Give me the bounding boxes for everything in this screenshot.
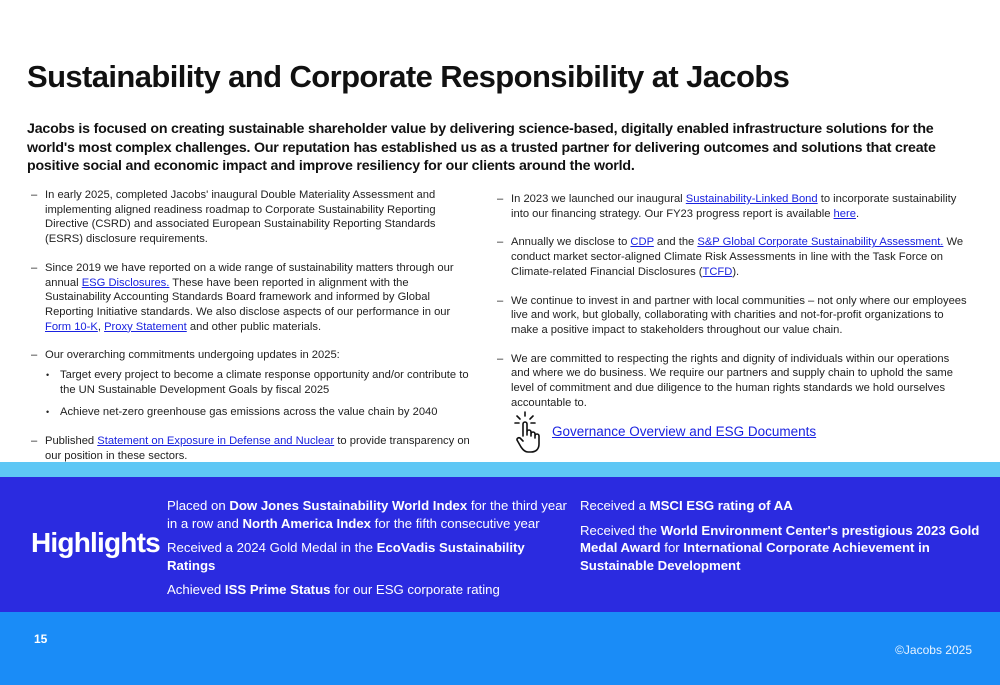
sub-list-item: [45, 368, 471, 397]
left-column: [31, 188, 471, 478]
page-number: 15: [34, 632, 48, 646]
item-text: Our overarching commitments undergoing updates in 2025:: [45, 349, 340, 362]
list-item: [31, 434, 471, 463]
highlights-left-column: [167, 497, 567, 606]
highlight-emphasis: World Environment Center's prestigious 2023 Gold Medal Award: [580, 522, 980, 555]
item-text: ,: [97, 320, 105, 333]
defense-nuclear-statement-link[interactable]: Statement on Exposure in Defense and Nuclear: [97, 435, 335, 448]
highlights-right-column: [580, 497, 980, 581]
tcfd-link[interactable]: TCFD: [702, 265, 733, 278]
highlight-text: for the fifth consecutive year: [371, 515, 540, 531]
highlight-text: Received the: [580, 522, 661, 538]
highlight-item: [167, 581, 567, 599]
highlight-text: Received a: [580, 498, 650, 513]
footer: [0, 612, 1000, 685]
copyright: ©Jacobs 2025: [895, 643, 972, 657]
dash-bullet: –: [31, 189, 38, 201]
list-item: [497, 235, 967, 279]
accent-strip: [0, 462, 1000, 477]
cdp-link[interactable]: CDP: [630, 236, 654, 249]
governance-link-block[interactable]: [512, 410, 932, 454]
form-10k-link[interactable]: Form 10-K: [45, 320, 98, 333]
highlight-text: Placed on: [167, 498, 230, 513]
dash-bullet: –: [31, 261, 38, 274]
list-item: [497, 192, 967, 221]
highlight-text: Received a 2024 Gold Medal in the: [167, 540, 377, 555]
list-item: [497, 294, 967, 338]
highlights-band: [0, 477, 1000, 612]
highlight-text: Achieved: [167, 582, 225, 597]
item-text: These have been reported in alignment with the Sustainability Accounting Standards Board framework and informed by Global Reporting Initiative standards. We also disclose aspects of our performance in our: [45, 276, 451, 318]
dash-bullet: –: [31, 349, 38, 362]
item-text: We conduct market sector-aligned Climate Risk Assessments in line with the Task Force on Climate-related Financial Disclosures (: [511, 236, 964, 278]
right-column: [497, 192, 967, 424]
highlights-title: Highlights: [31, 527, 160, 558]
item-text: Published: [45, 435, 98, 448]
highlight-item: [167, 539, 567, 574]
governance-esg-documents-link[interactable]: Governance Overview and ESG Documents: [552, 424, 817, 439]
item-text: In early 2025, completed Jacobs' inaugural Double Materiality Assessment and implementing aligned readiness roadmap to Corporate Sustainability Reporting Directive (CSRD) and associated European Sustainability Reporting Standards (ESRS) disclosure requirements.: [45, 189, 436, 246]
sp-global-csa-link[interactable]: S&P Global Corporate Sustainability Assessment.: [697, 236, 944, 249]
highlight-text: for our ESG corporate rating: [330, 582, 500, 597]
item-text: to provide transparency on our position in these sectors.: [45, 435, 470, 462]
highlight-text: for the third year in a row and: [167, 498, 567, 531]
highlight-emphasis: MSCI ESG rating of AA: [649, 498, 793, 513]
highlight-item: [580, 497, 980, 515]
bullet-dot: •: [46, 370, 50, 381]
list-item: [497, 352, 967, 411]
item-text: and the: [653, 236, 698, 249]
sustainability-linked-bond-link[interactable]: Sustainability-Linked Bond: [685, 193, 818, 205]
item-text: ).: [732, 265, 740, 278]
item-text: Annually we disclose to: [511, 236, 631, 249]
item-text: and other public materials.: [186, 320, 322, 333]
sub-item-text: Achieve net-zero greenhouse gas emissions across the value chain by 2040: [60, 406, 438, 419]
dash-bullet: –: [497, 352, 504, 365]
page-title: Sustainability and Corporate Responsibility at Jacobs: [27, 59, 790, 94]
highlight-emphasis: EcoVadis Sustainability Ratings: [167, 540, 525, 573]
item-text: In 2023 we launched our inaugural: [511, 193, 686, 205]
progress-report-link[interactable]: here: [833, 207, 856, 220]
bullet-dot: •: [46, 407, 50, 418]
item-text: We are committed to respecting the rights and dignity of individuals within our operations and where we do business. We require our partners and supply chain to uphold the same level of commitment and due diligence to the human rights standards we hold ourselves accountable to.: [511, 352, 953, 409]
highlight-item: [167, 497, 567, 532]
highlight-emphasis: Dow Jones Sustainability World Index: [229, 498, 468, 513]
item-text: to incorporate sustainability into our financing strategy. Our FY23 progress report is available: [511, 193, 957, 220]
dash-bullet: –: [497, 294, 504, 307]
list-item: [31, 188, 471, 247]
highlight-emphasis: ISS Prime Status: [224, 582, 331, 597]
esg-disclosures-link[interactable]: ESG Disclosures.: [81, 276, 170, 289]
sub-item-text: Target every project to become a climate response opportunity and/or contribute to the UN Sustainable Development Goals by fiscal 2025: [60, 369, 469, 396]
proxy-statement-link[interactable]: Proxy Statement: [104, 320, 187, 333]
dash-bullet: –: [497, 193, 504, 205]
sub-list: [45, 368, 471, 420]
item-text: We continue to invest in and partner with local communities – not only where our employees live and work, but globally, collaborating with charities and not-for-profit organizations to make a positive impact to stakeholders throughout our value chain.: [511, 294, 967, 336]
list-item: [31, 348, 471, 420]
intro-paragraph: Jacobs is focused on creating sustainable shareholder value by delivering science-based, digitally enabled infrastructure solutions for the world's most complex challenges. Our reputation has established us as a trusted partner for delivering outcomes and solutions that create positive social and economic impact and improve resiliency for our clients around the world.: [27, 121, 936, 174]
sub-list-item: [45, 405, 471, 420]
highlight-emphasis: North America Index: [242, 515, 372, 531]
item-text: Since 2019 we have reported on a wide range of sustainability matters through our annual: [45, 261, 454, 289]
pointer-hand-icon: [512, 410, 542, 454]
item-text: .: [855, 207, 860, 220]
highlight-item: [580, 522, 980, 575]
list-item: [31, 261, 471, 335]
dash-bullet: –: [497, 236, 504, 249]
highlight-emphasis: International Corporate Achievement in Sustainable Development: [580, 540, 930, 573]
dash-bullet: –: [31, 435, 38, 448]
highlight-text: for: [660, 540, 684, 555]
